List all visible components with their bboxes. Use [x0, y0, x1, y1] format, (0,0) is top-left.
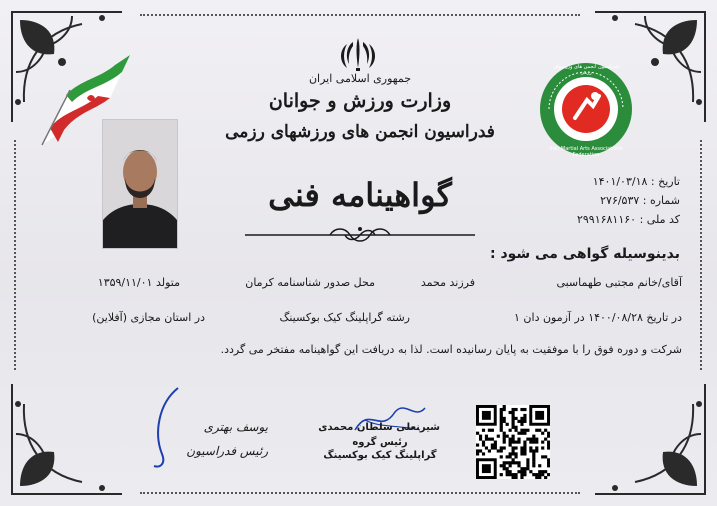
province-row — [55, 311, 205, 324]
field-row — [240, 311, 410, 324]
name-label: آقای/خانم — [637, 276, 682, 289]
national-code-label: کد ملی : — [639, 213, 680, 226]
republic-text: جمهوری اسلامی ایران — [308, 72, 412, 85]
date-value: ۱۴۰۱/۰۳/۱۸ — [592, 175, 648, 188]
exam-label: در آزمون دان ۱ — [514, 311, 585, 324]
born-row — [40, 276, 180, 289]
left-border — [14, 140, 18, 370]
born-value: ۱۳۵۹/۱۱/۰۱ — [97, 276, 153, 289]
father-row — [395, 276, 475, 289]
title-underline-ornament — [245, 224, 475, 246]
national-code-value: ۲۹۹۱۶۸۱۱۶۰ — [576, 213, 637, 226]
province-label: در استان — [164, 311, 205, 324]
field-value: گراپلینگ کیک بوکسینگ — [279, 311, 383, 324]
logo-text-en: Iran Martial Arts Associations Federation — [549, 146, 623, 158]
iran-emblem-icon — [337, 36, 379, 72]
logo-text-fa: فدراسیون انجمن های ورزشهای رزمی — [553, 64, 619, 76]
top-border — [140, 14, 580, 18]
portrait-photo — [102, 119, 178, 249]
bottom-border — [140, 492, 580, 496]
number-value: ۲۷۶/۵۳۷ — [600, 194, 640, 207]
issue-row — [215, 276, 375, 289]
center-signature-title1: رئیس گروه — [352, 437, 408, 448]
center-signature-icon — [350, 400, 430, 440]
date-row — [560, 175, 680, 188]
born-label: متولد — [155, 276, 180, 289]
center-signature-name: شیرنعلی سلطان محمدی — [318, 422, 440, 433]
body-heading: بدینوسیله گواهی می شود : — [489, 246, 680, 262]
corner-ornament-bottom-right — [585, 374, 715, 504]
exam-date-label: در تاریخ — [646, 311, 682, 324]
field-label: رشته — [386, 311, 410, 324]
name-value: مجتبی طهماسبی — [556, 276, 634, 289]
qr-code-icon — [476, 405, 550, 479]
corner-ornament-bottom-left — [2, 374, 132, 504]
exam-date-value: ۱۴۰۰/۰۸/۲۸ — [588, 311, 643, 324]
issue-label: محل صدور شناسنامه — [277, 276, 375, 289]
province-value: مجازی (آفلاین) — [92, 311, 161, 324]
issue-value: کرمان — [245, 276, 274, 289]
exam-row — [440, 311, 682, 324]
left-signature-name: یوسف بهتری — [203, 420, 268, 434]
national-code-row — [540, 213, 680, 226]
federation-text: فدراسیون انجمن های ورزشهای رزمی — [225, 122, 495, 142]
number-row — [560, 194, 680, 207]
date-label: تاریخ : — [650, 175, 680, 188]
certificate-title: گواهینامه فنی — [268, 176, 452, 214]
name-row — [520, 276, 682, 289]
father-value: محمد — [420, 276, 447, 289]
number-label: شماره : — [642, 194, 680, 207]
closing-text: شرکت و دوره فوق را با موفقیت به پایان رسانیده است. لذا به دریافت این گواهینامه مفتخر می گردد. — [220, 343, 682, 356]
father-label: فرزند — [449, 276, 475, 289]
ministry-text: وزارت ورزش و جوانان — [268, 90, 452, 112]
right-border — [700, 140, 704, 370]
center-signature-title2: گراپلینگ کیک بوکسینگ — [323, 450, 437, 461]
left-signature-title: رئیس فدراسیون — [186, 444, 268, 458]
